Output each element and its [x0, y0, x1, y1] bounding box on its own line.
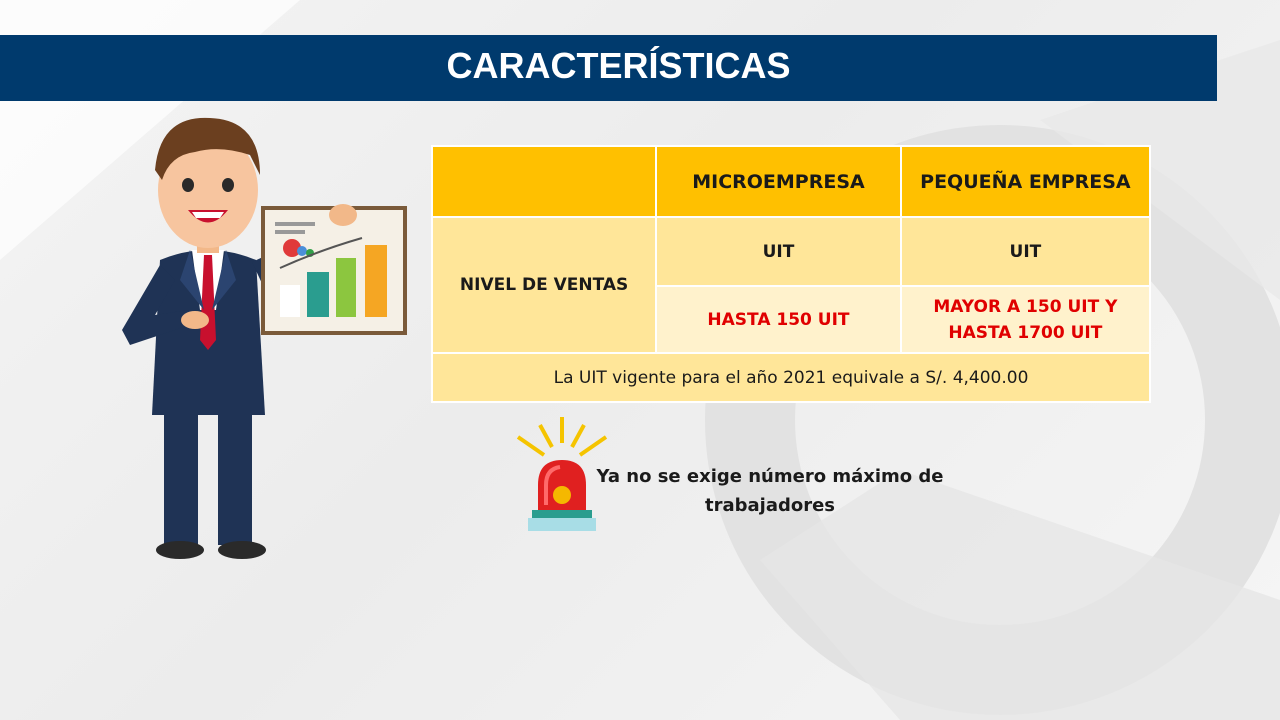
note-text: Ya no se exige número máximo de trabajadores — [596, 466, 944, 516]
table-header-pequena-empresa: PEQUEÑA EMPRESA — [901, 146, 1150, 217]
table-footer-row — [432, 353, 1150, 402]
table-cell-limit-micro: HASTA 150 UIT — [656, 286, 901, 353]
row-label-nivel-ventas: NIVEL DE VENTAS — [432, 217, 656, 353]
table-header-row — [432, 146, 1150, 217]
table-header-cell — [432, 146, 656, 217]
businessman-presenting-chart-icon — [100, 110, 420, 570]
table-cell-unit-micro: UIT — [656, 217, 901, 286]
table-cell-unit-pequena: UIT — [901, 217, 1150, 286]
title-bar — [0, 35, 1217, 101]
table-cell-limit-pequena: MAYOR A 150 UIT Y HASTA 1700 UIT — [901, 286, 1150, 353]
table-row — [432, 217, 1150, 286]
slide-title: CARACTERÍSTICAS — [446, 45, 791, 86]
table-footer-note: La UIT vigente para el año 2021 equivale a S/. 4,400.00 — [432, 353, 1150, 402]
comparison-table — [431, 145, 1151, 403]
table-header-microempresa: MICROEMPRESA — [656, 146, 901, 217]
